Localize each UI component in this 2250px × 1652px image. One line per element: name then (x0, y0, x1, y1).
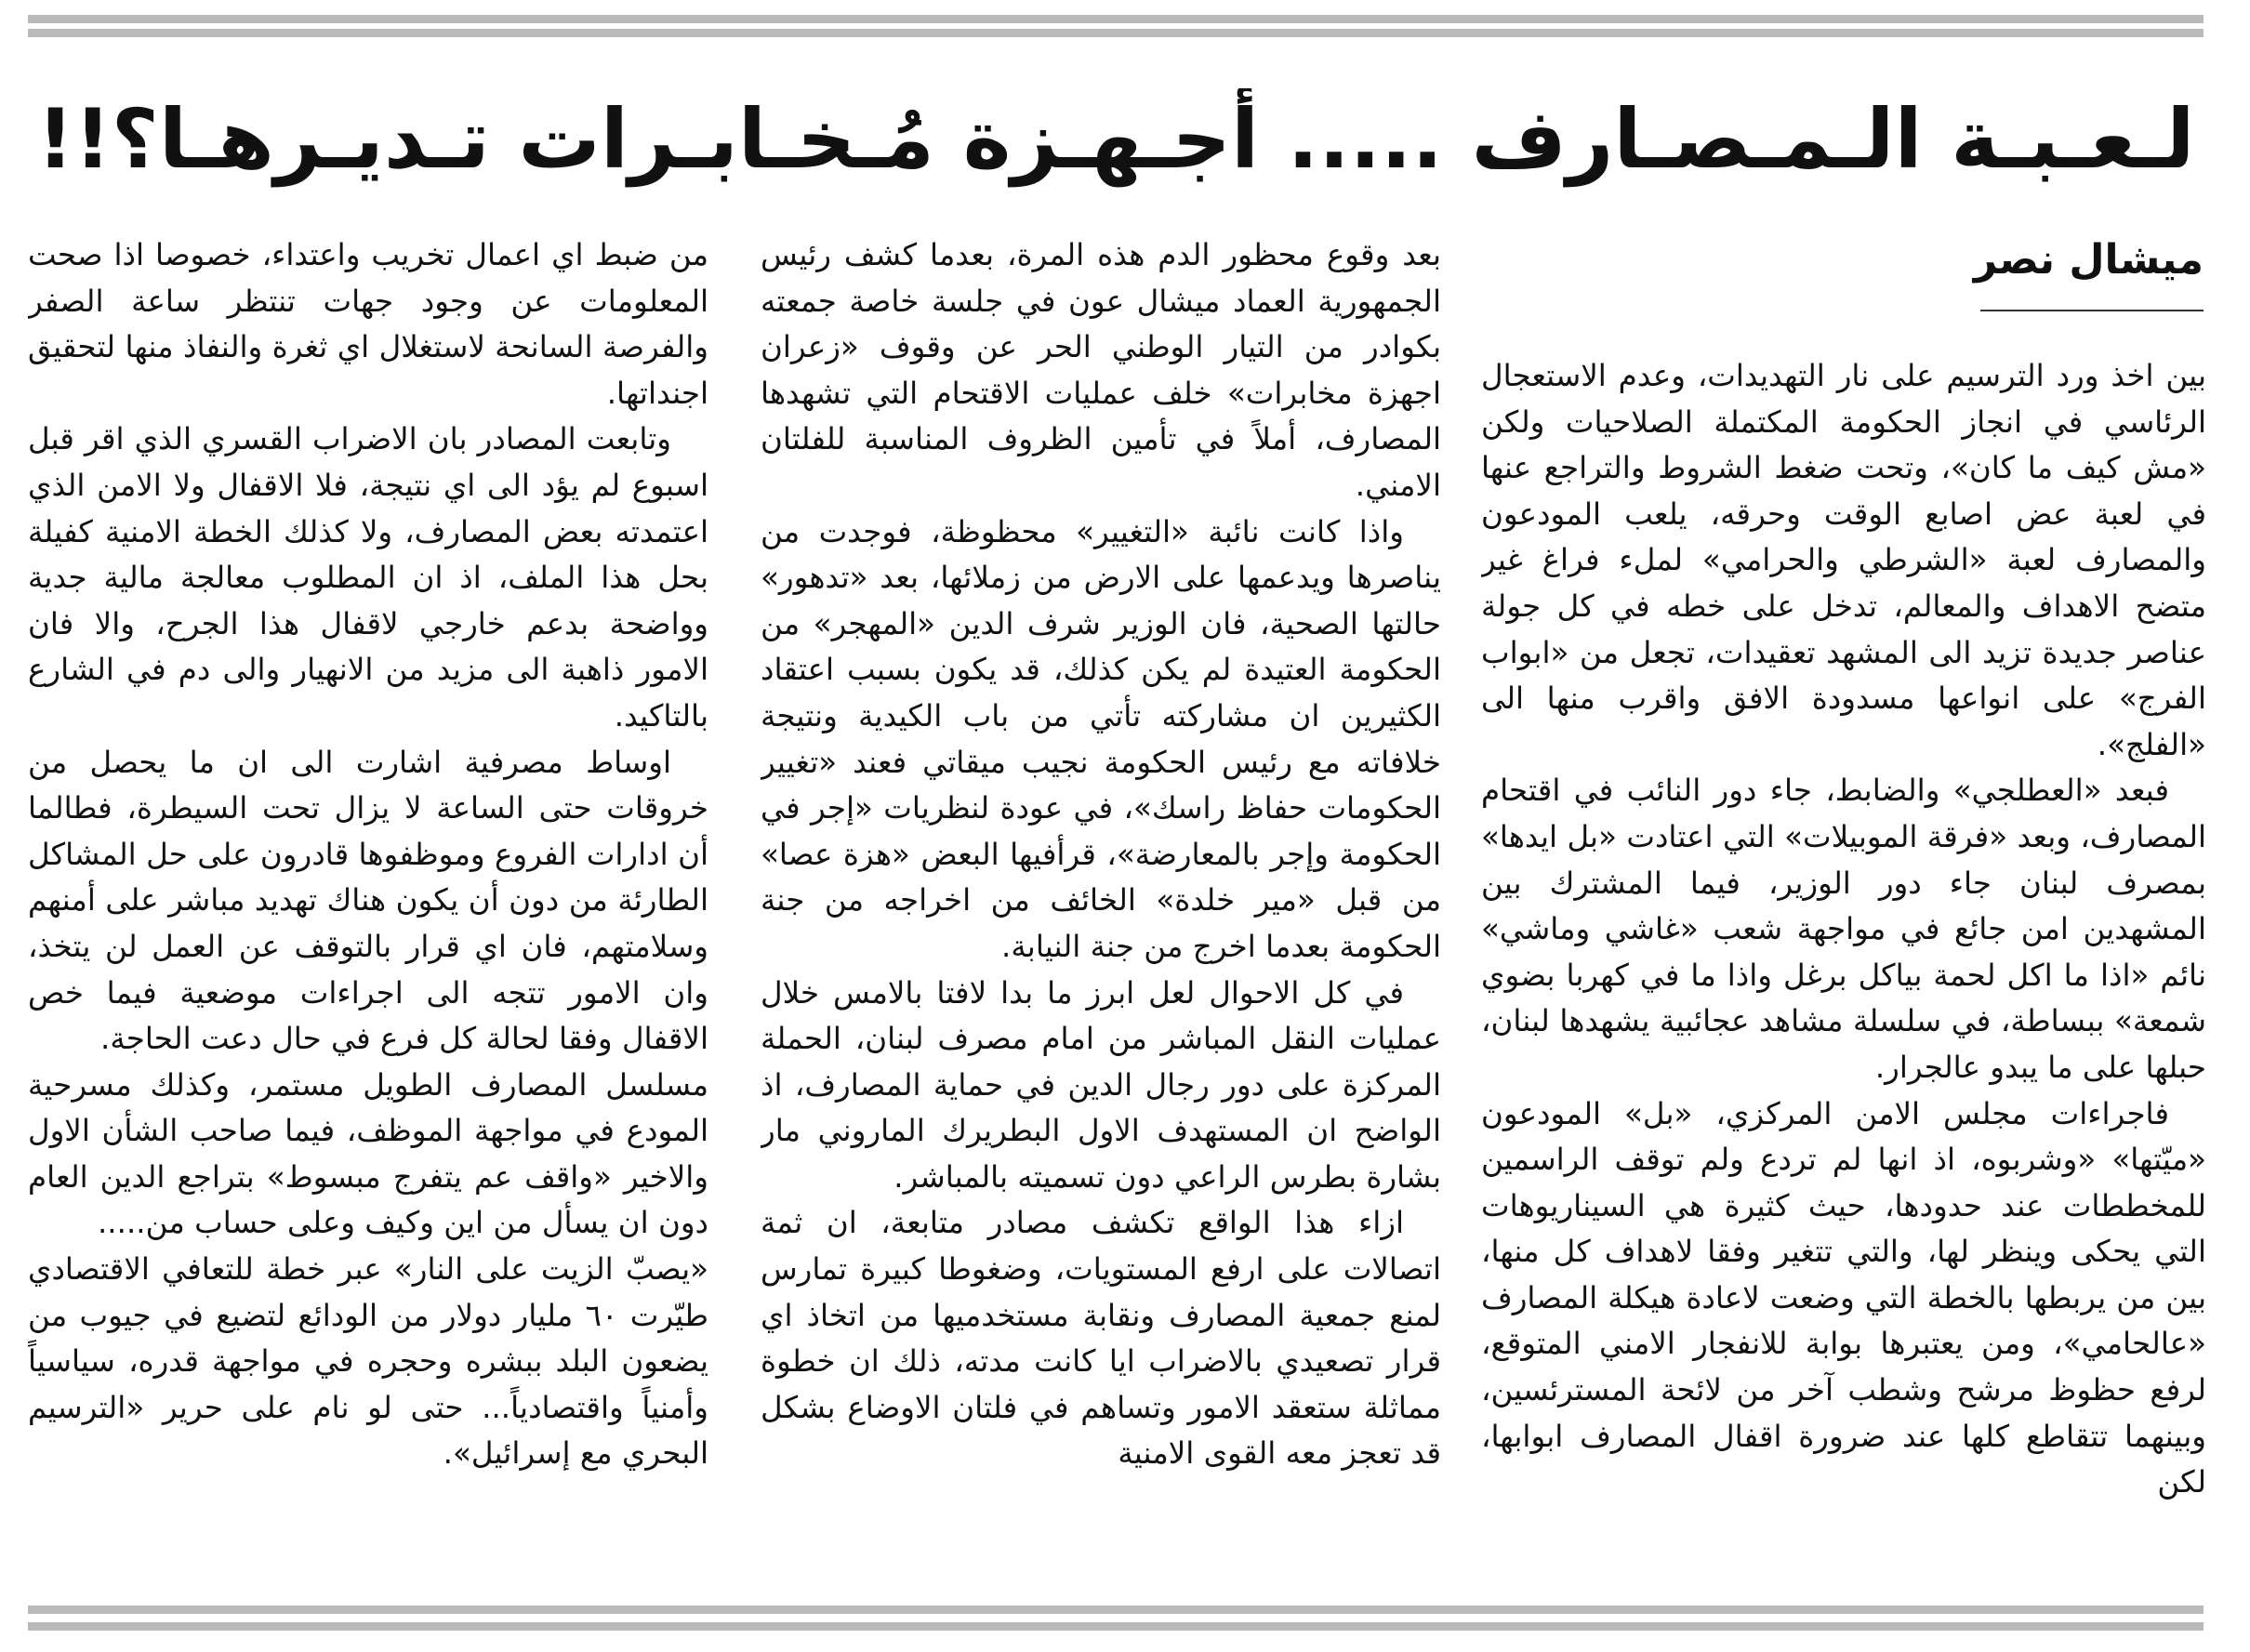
paragraph: بين اخذ ورد الترسيم على نار التهديدات، وعدم الاستعجال الرئاسي في انجاز الحكومة المكتملة الصلاحيات ولكن «مش كيف ما كان»، وتحت ضغط الشروط والتراجع عنها في لعبة عض اصابع الوقت وحرقه، يلعب المودعون والمصارف لعبة «الشرطي والحرامي» لملء فراغ غير متضح الاهداف والمعالم، تدخل على خطه في كل جولة عناصر جديدة تزيد الى المشهد تعقيدات، تجعل من «ابواب الفرج» على انواعها مسدودة الافق واقرب منها الى «الفلج». (1481, 358, 2206, 762)
paragraph: فاجراءات مجلس الامن المركزي، «بل» المودعون «ميّتها» «وشربوه، اذ انها لم تردع ولم توقف الراسمين للمخططات عند حدودها، حيث كثيرة هي السيناريوهات التي يحكى وينظر لها، والتي تتغير وفقا لاهداف كل منها، بين من يربطها بالخطة التي وضعت لاعادة هيكلة المصارف «عالحامي»، ومن يعتبرها بوابة للانفجار الامني المتوقع، لرفع حظوظ مرشح وشطب آخر من لائحة المسترئسين، وبينهما تتقاطع كلها عند ضرورة اقفال المصارف ابوابها، لكن (1481, 1095, 2206, 1500)
paragraph: «يصبّ الزيت على النار» عبر خطة للتعافي الاقتصادي طيّرت ٦٠ مليار دولار من الودائع لتضيع في جيوب من يضعون البلد ببشره وحجره في مواجهة قدره، سياسياً وأمنياً واقتصادياً... حتى لو نام على حرير «الترسيم البحري مع إسرائيل». (28, 1251, 708, 1472)
byline: ميشال نصر (1973, 236, 2204, 284)
article-column-2 (761, 232, 1441, 1590)
bottom-rule-lower (28, 1622, 2204, 1631)
paragraph: في كل الاحوال لعل ابرز ما بدا لافتا بالامس خلال عمليات النقل المباشر من امام مصرف لبنان، الحملة المركزة على دور رجال الدين في حماية المصارف، اذ الواضح ان المستهدف الاول البطريرك الماروني مار بشارة بطرس الراعي دون تسميته بالمباشر. (761, 974, 1441, 1195)
paragraph: اوساط مصرفية اشارت الى ان ما يحصل من خروقات حتى الساعة لا يزال تحت السيطرة، فطالما أن ادارات الفروع وموظفوها قادرون على حل المشاكل الطارئة من دون أن يكون هناك تهديد مباشر على أمنهم وسلامتهم، فان اي قرار بالتوقف عن العمل لن يتخذ، وان الامور تتجه الى اجراءات موضعية فيما خص الاقفال وفقا لحالة كل فرع في حال دعت الحاجة. (28, 744, 708, 1057)
byline-divider (1980, 310, 2204, 311)
article-column-3 (28, 232, 708, 1590)
paragraph: ازاء هذا الواقع تكشف مصادر متابعة، ان ثمة اتصالات على ارفع المستويات، وضغوطا كبيرة تمارس لمنع جمعية المصارف ونقابة مستخدميها من اتخاذ اي قرار تصعيدي بالاضراب ايا كانت مدته، ذلك ان خطوة مماثلة ستعقد الامور وتساهم في فلتان الاوضاع بشكل قد تعجز معه القوى الامنية (761, 1205, 1441, 1472)
paragraph: من ضبط اي اعمال تخريب واعتداء، خصوصا اذا صحت المعلومات عن وجود جهات تنتظر ساعة الصفر والفرصة السانحة لاستغلال اي ثغرة والنفاذ منها لتحقيق اجنداتها. (28, 237, 708, 411)
top-rule-lower (28, 29, 2204, 37)
bottom-rule-upper (28, 1606, 2204, 1614)
paragraph: مسلسل المصارف الطويل مستمر، وكذلك مسرحية المودع في مواجهة الموظف، فيما صاحب الشأن الاول والاخير «واقف عم يتفرج مبسوط» بتراجع الدين العام دون ان يسأل من اين وكيف وعلى حساب من..... (28, 1066, 708, 1241)
article-column-1 (1481, 353, 2206, 1599)
paragraph: واذا كانت نائبة «التغيير» محظوظة، فوجدت من يناصرها ويدعمها على الارض من زملائها، بعد «تدهور» حالتها الصحية، فان الوزير شرف الدين «المهجر» من الحكومة العتيدة لم يكن كذلك، قد يكون بسبب اعتقاد الكثيرين ان مشاركته تأتي من باب الكيدية ونتيجة خلافاته مع رئيس الحكومة نجيب ميقاتي فعند «تغيير الحكومات حفاظ راسك»، في عودة لنظريات «إجر في الحكومة وإجر بالمعارضة»، قرأفيها البعض «هزة عصا» من قبل «مير خلدة» الخائف من اخراجه من جنة الحكومة بعدما اخرج من جنة النيابة. (761, 513, 1441, 964)
paragraph: بعد وقوع محظور الدم هذه المرة، بعدما كشف رئيس الجمهورية العماد ميشال عون في جلسة خاصة جمعته بكوادر من التيار الوطني الحر عن وقوف «زعران اجهزة مخابرات» خلف عمليات الاقتحام التي تشهدها المصارف، أملاً في تأمين الظروف المناسبة للفلتان الامني. (761, 237, 1441, 503)
paragraph: فبعد «العطلجي» والضابط، جاء دور النائب في اقتحام المصارف، وبعد «فرقة الموبيلات» التي اعتادت «بل ايدها» بمصرف لبنان جاء دور الوزير، فيما المشترك بين المشهدين امن جائع في مواجهة شعب «غاشي وماشي» نائم «اذا ما اكل لحمة بياكل برغل واذا ما في كهربا بضوي شمعة» ببساطة، في سلسلة مشاهد عجائبية يشهدها لبنان، حبلها على ما يبدو عالجرار. (1481, 773, 2206, 1085)
paragraph: وتابعت المصادر بان الاضراب القسري الذي اقر قبل اسبوع لم يؤد الى اي نتيجة، فلا الاقفال ولا الامن الذي اعتمدته بعض المصارف، ولا كذلك الخطة الامنية كفيلة بحل هذا الملف، اذ ان المطلوب معالجة مالية جدية وواضحة بدعم خارجي لاقفال هذا الجرح، والا فان الامور ذاهبة الى مزيد من الانهيار والى دم في الشارع بالتاكيد. (28, 421, 708, 733)
headline: لـعـبـة الـمـصـارف ..... أجـهـزة مُـخـابـرات تـديـرهـا؟!! (36, 91, 2195, 187)
top-rule-upper (28, 15, 2204, 23)
